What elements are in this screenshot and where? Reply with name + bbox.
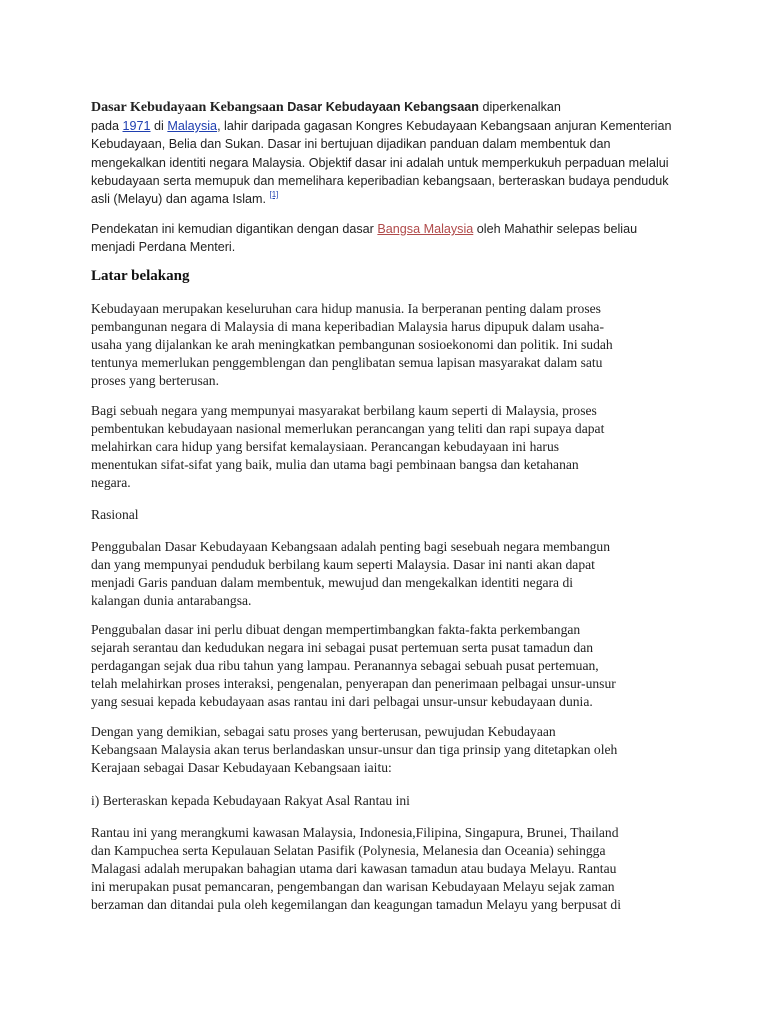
intro-text: pada <box>91 119 123 134</box>
pendekatan-line-2: menjadi Perdana Menteri. <box>91 240 236 255</box>
text-line: Penggubalan dasar ini perlu dibuat dengan mempertimbangkan fakta-fakta perkembangan <box>91 622 581 637</box>
footnote-link[interactable]: [1] <box>269 190 279 200</box>
text-line: telah melahirkan proses interaksi, pengenalan, penyerapan dan penerimaan pelbagai unsur-unsur <box>91 676 616 691</box>
intro-line-1 <box>91 98 691 117</box>
prinsip1-paragraph-1 <box>91 824 691 914</box>
text-line: perdagangan sejak dua ribu tahun yang lampau. Peranannya sebagai sebuah pusat pertemuan, <box>91 658 599 673</box>
text-line: dan Kampuchea serta Kepulauan Selatan Pasifik (Polynesia, Melanesia dan Oceania) sehingga <box>91 843 606 858</box>
pendekatan-paragraph <box>91 220 691 256</box>
text-line: negara. <box>91 475 131 490</box>
intro-paragraph <box>91 98 691 208</box>
intro-line-5: kebudayaan serta memupuk dan memelihara keperibadian kebangsaan, berteraskan budaya penduduk <box>91 173 669 188</box>
text-line: berzaman dan ditandai pula oleh kegemilangan dan keagungan tamadun Melayu yang berpusat di <box>91 897 621 912</box>
text-line: ini merupakan pusat pemancaran, pengembangan dan warisan Kebudayaan Melayu sejak zaman <box>91 879 615 894</box>
text-line: sejarah serantau dan kedudukan negara ini sebagai pusat pertemuan serta pusat tamadun dan <box>91 640 594 655</box>
intro-line-2 <box>91 117 691 135</box>
text-line: tentunya memerlukan penggemblengan dan penglibatan semua lapisan masyarakat dalam satu <box>91 355 603 370</box>
text-line: melahirkan cara hidup yang bersifat kemalaysiaan. Perancangan kebudayaan ini harus <box>91 439 560 454</box>
intro-text: asli (Melayu) dan agama Islam. <box>91 192 266 207</box>
rasional-paragraph-3 <box>91 723 691 777</box>
text-line: Rantau ini yang merangkumi kawasan Malaysia, Indonesia,Filipina, Singapura, Brunei, Thailand <box>91 825 619 840</box>
text-line: Kebangsaan Malaysia akan terus berlandaskan unsur-unsur dan tiga prinsip yang ditetapkan oleh <box>91 742 618 757</box>
text-line: dan yang mempunyai penduduk berbilang kaum seperti Malaysia. Dasar ini nanti akan dapat <box>91 557 595 572</box>
text-line: pembangunan negara di Malaysia di mana keperibadian Malaysia harus dipupuk dalam usaha- <box>91 319 604 334</box>
text-line: kalangan dunia antarabangsa. <box>91 593 252 608</box>
text-line: menentukan sifat-sifat yang baik, mulia dan utama bagi pembinaan bangsa dan ketahanan <box>91 457 579 472</box>
pendekatan-text: Pendekatan ini kemudian digantikan dengan dasar <box>91 222 378 236</box>
latar-paragraph-2 <box>91 402 691 492</box>
intro-line-4: mengekalkan identiti negara Malaysia. Objektif dasar ini adalah untuk memperkukuh perpaduan melalui <box>91 155 669 170</box>
text-line: proses yang berterusan. <box>91 373 219 388</box>
text-line: yang sesuai kepada kebudayaan asas rantau ini dari pelbagai unsur-unsur kebudayaan dunia. <box>91 694 593 709</box>
text-line: Penggubalan Dasar Kebudayaan Kebangsaan adalah penting bagi sesebuah negara membangun <box>91 539 611 554</box>
text-line: Dengan yang demikian, sebagai satu proses yang berterusan, pewujudan Kebudayaan <box>91 724 556 739</box>
pendekatan-line-1 <box>91 220 691 238</box>
intro-line-6 <box>91 190 691 208</box>
intro-line-1-tail: diperkenalkan <box>478 100 561 114</box>
pendekatan-text: oleh Mahathir selepas beliau <box>473 222 638 236</box>
text-line: usaha yang dijalankan ke arah meningkatkan pembangunan sosioekonomi dan politik. Ini sudah <box>91 337 613 352</box>
link-malaysia[interactable]: Malaysia <box>167 119 218 134</box>
title-serif: Dasar Kebudayaan Kebangsaan <box>91 100 284 115</box>
latar-paragraph-1 <box>91 300 691 390</box>
heading-rasional: Rasional <box>91 507 139 522</box>
text-line: Kebudayaan merupakan keseluruhan cara hidup manusia. Ia berperanan penting dalam proses <box>91 301 601 316</box>
text-line: menjadi Garis panduan dalam membentuk, mewujud dan mengekalkan identiti negara di <box>91 575 574 590</box>
text-line: pembentukan kebudayaan nasional memerlukan perancangan yang teliti dan rapi supaya dapat <box>91 421 605 436</box>
rasional-paragraph-2 <box>91 621 691 711</box>
text-line: Bagi sebuah negara yang mempunyai masyarakat berbilang kaum seperti di Malaysia, proses <box>91 403 597 418</box>
link-1971[interactable]: 1971 <box>122 119 151 134</box>
text-line: Kerajaan sebagai Dasar Kebudayaan Kebangsaan iaitu: <box>91 760 392 775</box>
heading-prinsip-1: i) Berteraskan kepada Kebudayaan Rakyat Asal Rantau ini <box>91 793 410 808</box>
heading-latar-belakang: Latar belakang <box>91 268 190 284</box>
link-bangsa-malaysia[interactable]: Bangsa Malaysia <box>377 222 474 236</box>
intro-text: di <box>150 119 168 134</box>
intro-line-3: Kebudayaan, Belia dan Sukan. Dasar ini bertujuan dijadikan panduan dalam membentuk dan <box>91 137 611 152</box>
title-sans: Dasar Kebudayaan Kebangsaan <box>287 100 479 114</box>
rasional-paragraph-1 <box>91 538 691 610</box>
text-line: Malagasi adalah merupakan bahagian utama dari kawasan tamadun atau budaya Melayu. Rantau <box>91 861 617 876</box>
intro-text: , lahir daripada gagasan Kongres Kebudayaan Kebangsaan anjuran Kementerian <box>217 119 672 134</box>
